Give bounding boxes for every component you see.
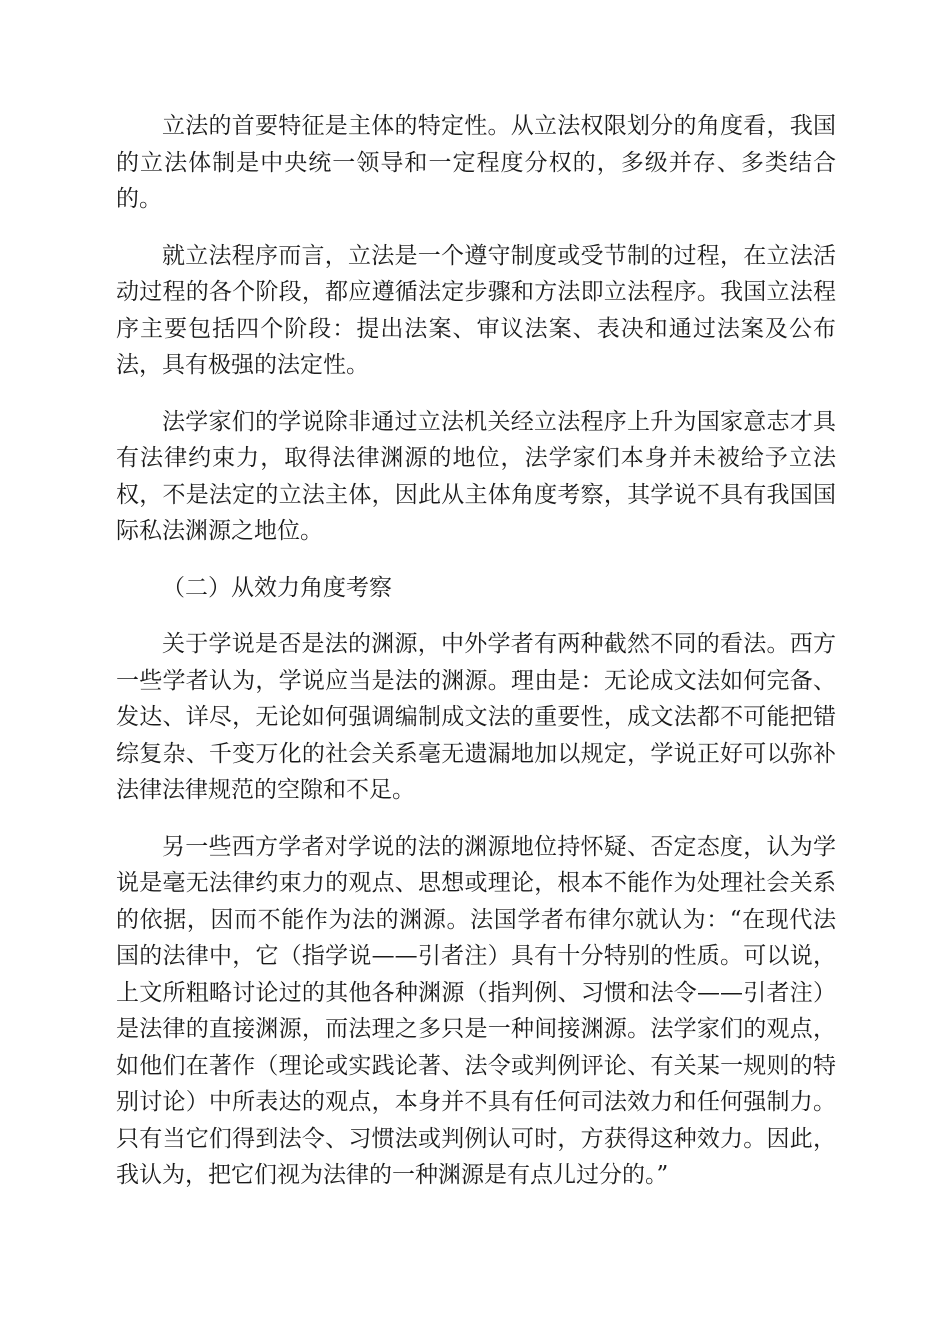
document-body — [116, 108, 836, 1214]
paragraph-jurists-doctrine: 法学家们的学说除非通过立法机关经立法程序上升为国家意志才具有法律约束力，取得法律渊源的地位，法学家们本身并未被给予立法权，不是法定的立法主体，因此从主体角度考察，其学说不具有我国国际私法渊源之地位。 — [116, 408, 836, 544]
section-heading: （二）从效力角度考察 — [162, 574, 392, 601]
paragraph-doctrine-doubt: 另一些西方学者对学说的法的渊源地位持怀疑、否定态度，认为学说是毫无法律约束力的观点、思想或理论，根本不能作为处理社会关系的依据，因而不能作为法的渊源。法国学者布律尔就认为：“在现代法国的法律中，它（指学说——引者注）具有十分特别的性质。可以说，上文所粗略讨论过的其他各种渊源（指判例、习惯和法令——引者注）是法律的直接渊源，而法理之多只是一种间接渊源。法学家们的观点，如他们在著作（理论或实践论著、法令或判例评论、有关某一规则的特别讨论）中所表达的观点，本身并不具有任何司法效力和任何强制力。只有当它们得到法令、习惯法或判例认可时，方获得这种效力。因此，我认为，把它们视为法律的一种渊源是有点儿过分的。” — [116, 833, 836, 1188]
paragraph-doctrine-as-source: 关于学说是否是法的渊源，中外学者有两种截然不同的看法。西方一些学者认为，学说应当是法的渊源。理由是：无论成文法如何完备、发达、详尽，无论如何强调编制成文法的重要性，成文法都不可能把错综复杂、千变万化的社会关系毫无遗漏地加以规定，学说正好可以弥补法律法律规范的空隙和不足。 — [116, 631, 836, 803]
paragraph-legislative-procedure: 就立法程序而言，立法是一个遵守制度或受节制的过程，在立法活动过程的各个阶段，都应遵循法定步骤和方法即立法程序。我国立法程序主要包括四个阶段：提出法案、审议法案、表决和通过法案及公布法，具有极强的法定性。 — [116, 242, 836, 378]
paragraph-legislative-subject: 立法的首要特征是主体的特定性。从立法权限划分的角度看，我国的立法体制是中央统一领导和一定程度分权的，多级并存、多类结合的。 — [116, 113, 836, 212]
